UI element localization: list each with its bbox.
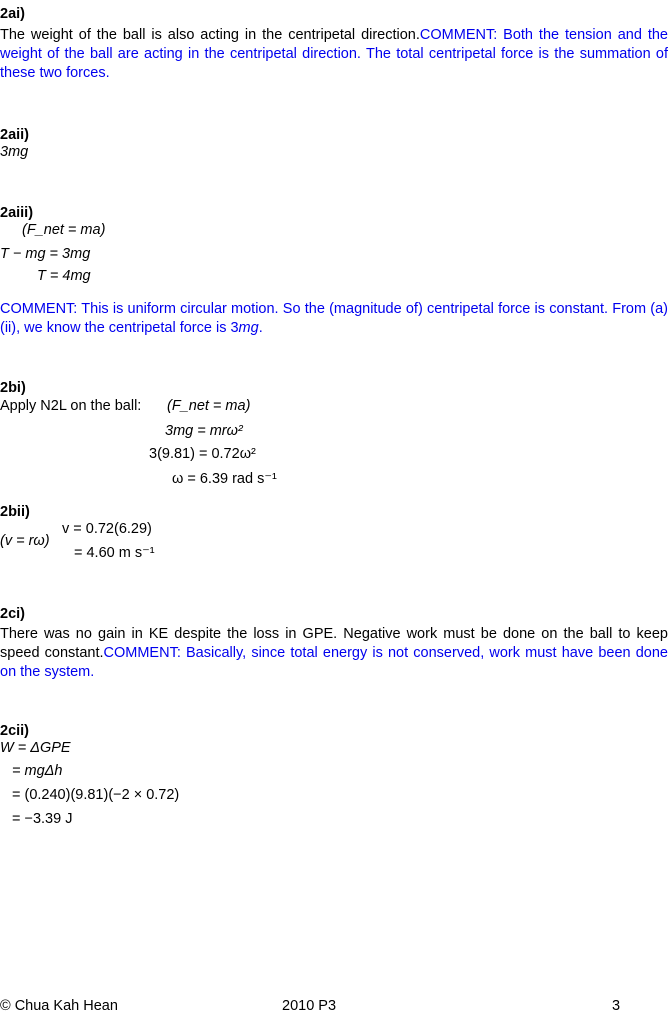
heading-2aii: 2aii) xyxy=(0,127,30,143)
comment-2aiii: COMMENT: This is uniform circular motion. So the (magnitude of) centripetal force is constant. From (a)(ii), we know the centripetal force is 3mg. xyxy=(0,301,668,336)
equation-centripetal-force: 3mg = mrω² xyxy=(165,423,243,439)
footer-author: © Chua Kah Hean xyxy=(0,998,118,1014)
equation-speed-substitution: v = 0.72(6.29) xyxy=(62,521,152,537)
comment-text: COMMENT: Both the tension and the weight of the ball are acting in the centripetal direction. The total centripetal force is the summation of these two forces. xyxy=(0,27,668,81)
equation-newton-second-law: (F_net = ma) xyxy=(167,398,251,414)
footer-paper: 2010 P3 xyxy=(282,998,337,1014)
paragraph-2ci xyxy=(0,625,668,682)
equation-tension-balance: T − mg = 3mg xyxy=(0,246,91,262)
equation-speed-result: = 4.60 m s⁻¹ xyxy=(74,545,155,561)
answer-2aii: 3mg xyxy=(0,144,29,160)
heading-2cii: 2cii) xyxy=(0,723,30,739)
answer-text: There was no gain in KE despite the loss in GPE. Negative work must be done on the ball to keep speed constant. xyxy=(0,626,668,661)
equation-mg-delta-h: = mgΔh xyxy=(12,763,63,779)
intro-2bi: Apply N2L on the ball: xyxy=(0,398,142,414)
equation-relation: (v = rω) xyxy=(0,533,50,549)
heading-2ai: 2ai) xyxy=(0,6,25,22)
equation-work-result: = −3.39 J xyxy=(12,811,73,827)
equation-substitution: 3(9.81) = 0.72ω² xyxy=(149,446,256,462)
equation-newton-second-law: (F_net = ma) xyxy=(22,222,106,238)
equation-work-substitution: = (0.240)(9.81)(−2 × 0.72) xyxy=(12,787,180,803)
equation-tension-result: T = 4mg xyxy=(37,268,91,284)
heading-2bii: 2bii) xyxy=(0,504,30,520)
heading-2ci: 2ci) xyxy=(0,606,25,622)
paragraph-2ai xyxy=(0,26,668,83)
comment-text: COMMENT: Basically, since total energy is not conserved, work must have been done on the system. xyxy=(0,645,668,680)
page-number: 3 xyxy=(612,998,621,1014)
heading-2bi: 2bi) xyxy=(0,380,26,396)
heading-2aiii: 2aiii) xyxy=(0,205,34,221)
equation-angular-velocity: ω = 6.39 rad s⁻¹ xyxy=(172,471,277,487)
equation-work-gpe: W = ΔGPE xyxy=(0,740,71,756)
answer-text: The weight of the ball is also acting in the centripetal direction. xyxy=(0,27,420,43)
